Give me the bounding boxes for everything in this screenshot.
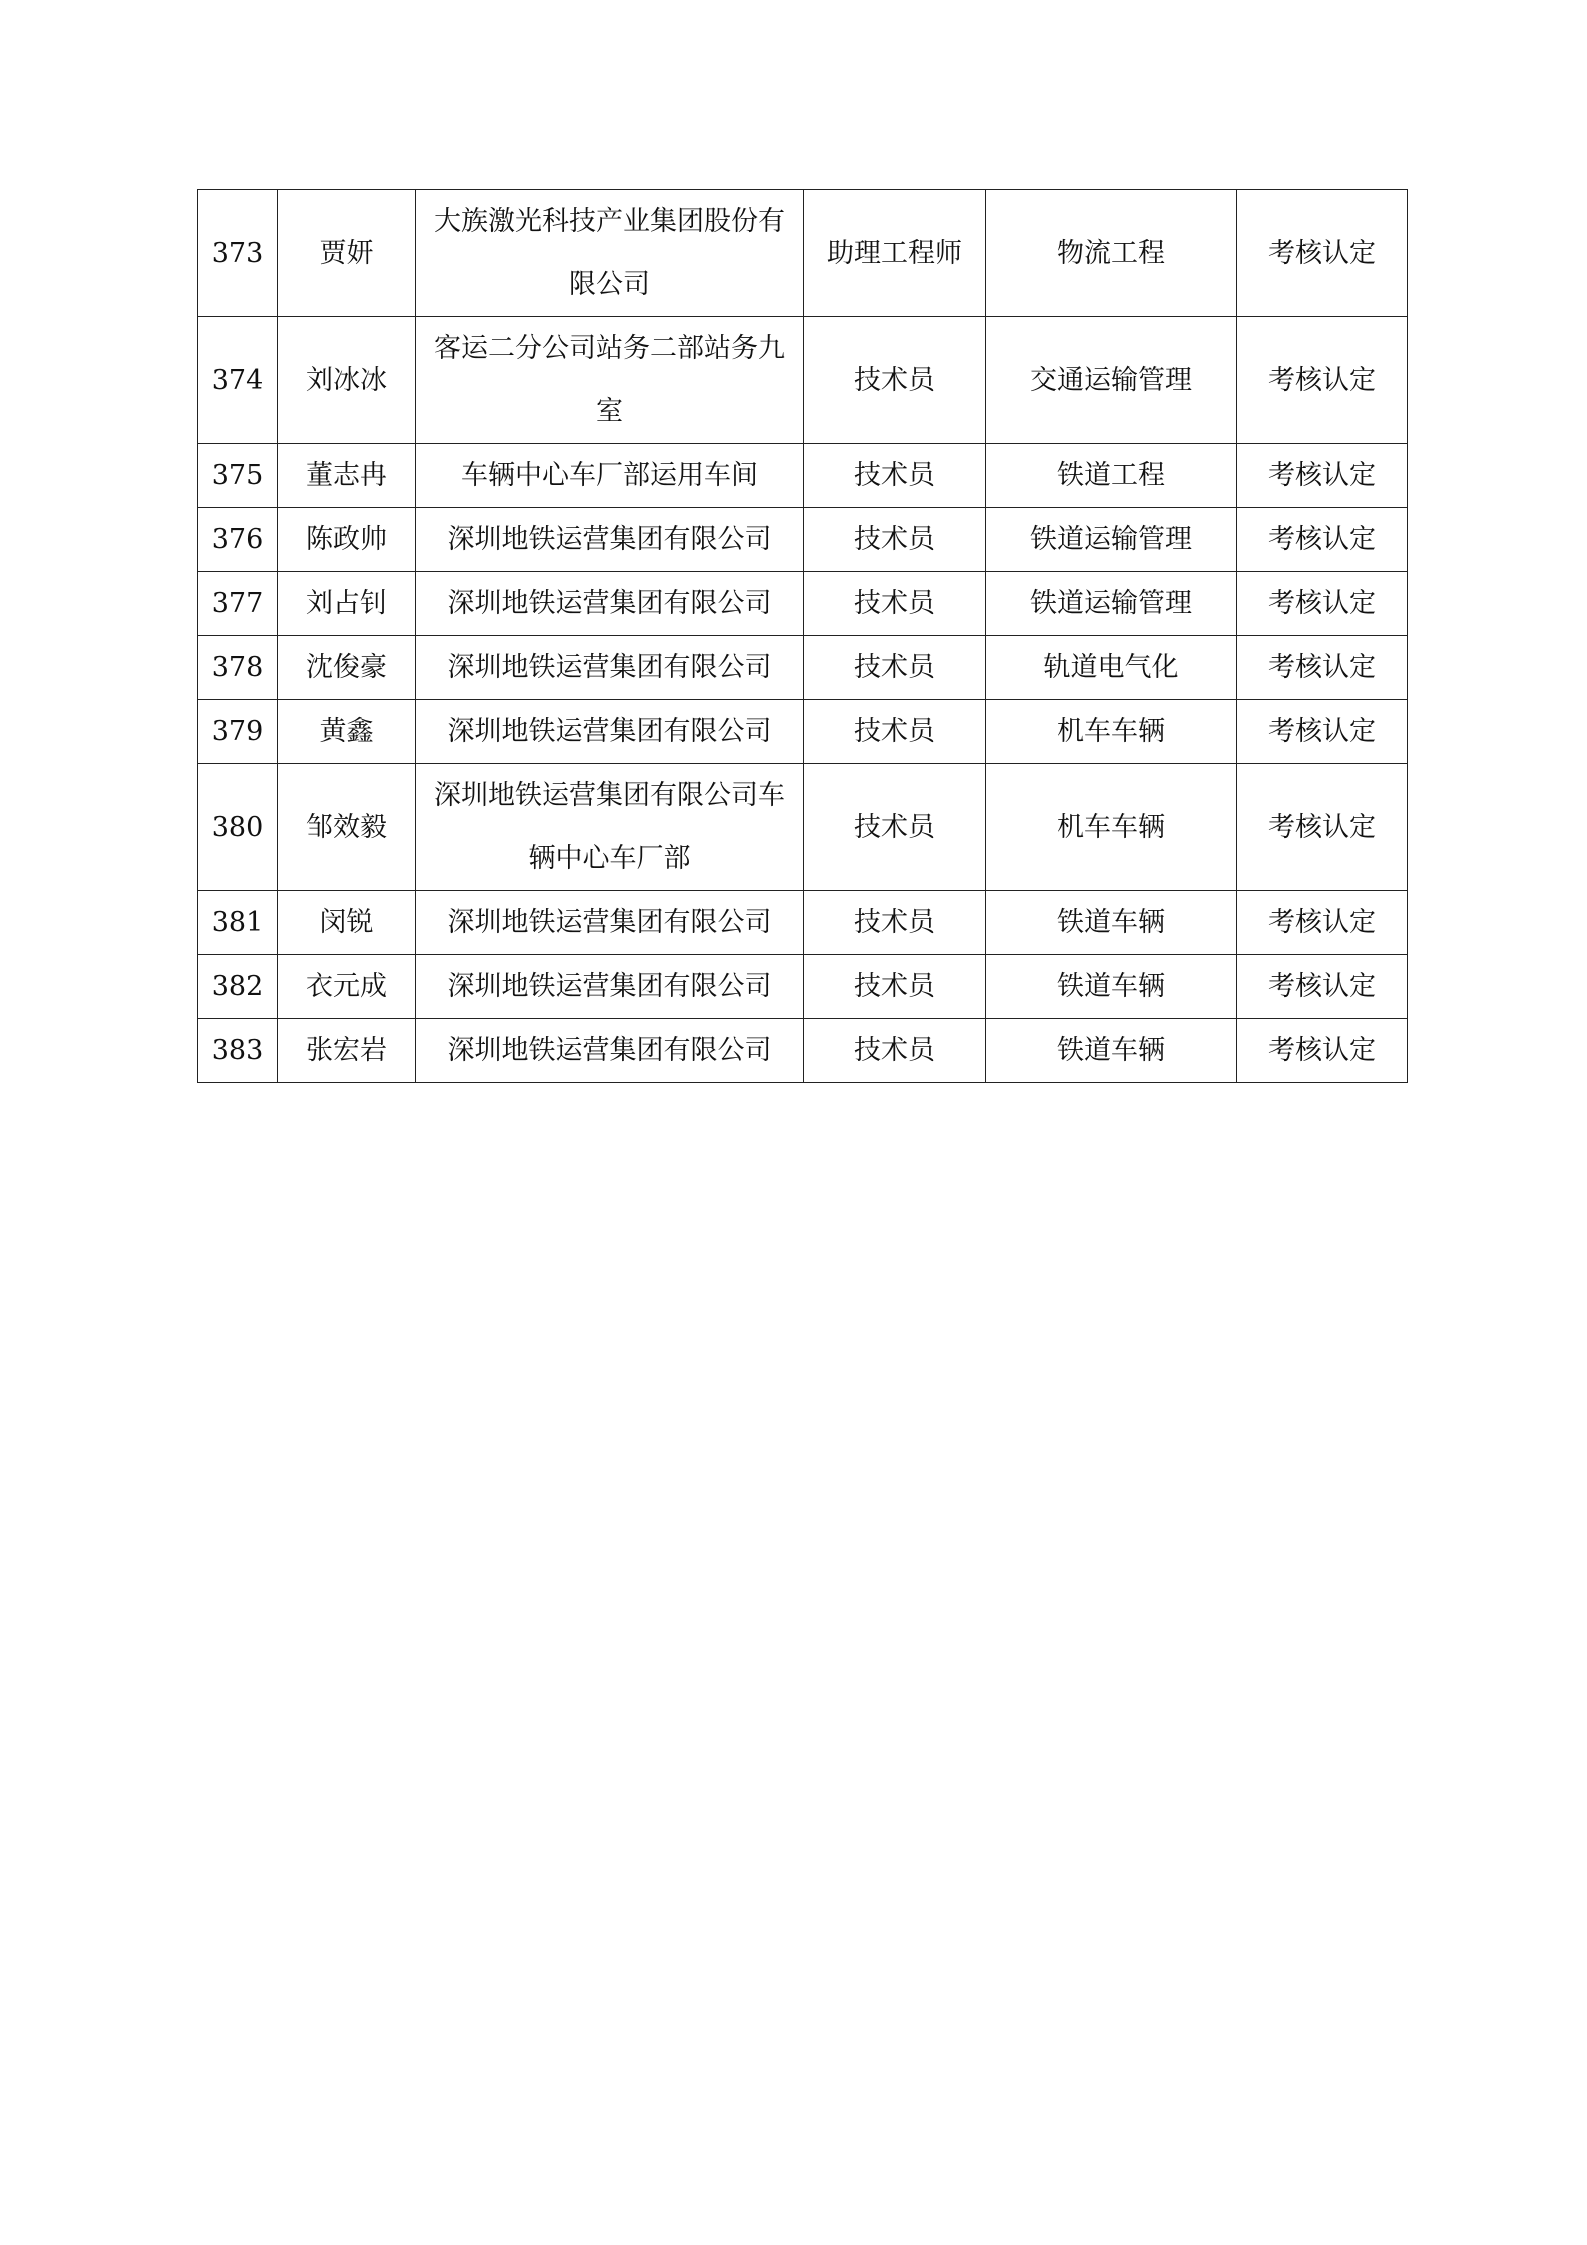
person-name-cell: 刘占钊 xyxy=(278,572,416,636)
method-cell: 考核认定 xyxy=(1237,700,1408,764)
method-cell: 考核认定 xyxy=(1237,891,1408,955)
table-row xyxy=(198,891,1408,955)
major-cell: 物流工程 xyxy=(986,190,1237,317)
method-cell: 考核认定 xyxy=(1237,508,1408,572)
table-row xyxy=(198,636,1408,700)
organization-cell: 深圳地铁运营集团有限公司 xyxy=(416,572,804,636)
method-cell: 考核认定 xyxy=(1237,444,1408,508)
qualification-cell: 技术员 xyxy=(804,700,986,764)
method-cell: 考核认定 xyxy=(1237,636,1408,700)
table-row xyxy=(198,190,1408,317)
major-cell: 铁道车辆 xyxy=(986,891,1237,955)
table-row xyxy=(198,317,1408,444)
person-name-cell: 衣元成 xyxy=(278,955,416,1019)
row-index-cell: 378 xyxy=(198,636,278,700)
person-name-cell: 张宏岩 xyxy=(278,1019,416,1083)
table-row xyxy=(198,508,1408,572)
major-cell: 铁道工程 xyxy=(986,444,1237,508)
qualification-cell: 技术员 xyxy=(804,444,986,508)
major-cell: 铁道车辆 xyxy=(986,1019,1237,1083)
row-index-cell: 382 xyxy=(198,955,278,1019)
method-cell: 考核认定 xyxy=(1237,764,1408,891)
personnel-table-body xyxy=(198,190,1408,1083)
method-cell: 考核认定 xyxy=(1237,190,1408,317)
table-row xyxy=(198,955,1408,1019)
person-name-cell: 黄鑫 xyxy=(278,700,416,764)
major-cell: 轨道电气化 xyxy=(986,636,1237,700)
person-name-cell: 陈政帅 xyxy=(278,508,416,572)
method-cell: 考核认定 xyxy=(1237,955,1408,1019)
row-index-cell: 375 xyxy=(198,444,278,508)
row-index-cell: 376 xyxy=(198,508,278,572)
person-name-cell: 沈俊豪 xyxy=(278,636,416,700)
organization-cell: 深圳地铁运营集团有限公司 xyxy=(416,891,804,955)
row-index-cell: 377 xyxy=(198,572,278,636)
row-index-cell: 383 xyxy=(198,1019,278,1083)
qualification-cell: 助理工程师 xyxy=(804,190,986,317)
method-cell: 考核认定 xyxy=(1237,1019,1408,1083)
table-row xyxy=(198,444,1408,508)
person-name-cell: 闵锐 xyxy=(278,891,416,955)
organization-cell: 大族激光科技产业集团股份有限公司 xyxy=(416,190,804,317)
row-index-cell: 374 xyxy=(198,317,278,444)
person-name-cell: 董志冉 xyxy=(278,444,416,508)
method-cell: 考核认定 xyxy=(1237,317,1408,444)
qualification-cell: 技术员 xyxy=(804,955,986,1019)
person-name-cell: 邹效毅 xyxy=(278,764,416,891)
organization-cell: 车辆中心车厂部运用车间 xyxy=(416,444,804,508)
organization-cell: 深圳地铁运营集团有限公司 xyxy=(416,700,804,764)
table-row xyxy=(198,1019,1408,1083)
row-index-cell: 379 xyxy=(198,700,278,764)
organization-cell: 深圳地铁运营集团有限公司车辆中心车厂部 xyxy=(416,764,804,891)
qualification-cell: 技术员 xyxy=(804,572,986,636)
person-name-cell: 贾妍 xyxy=(278,190,416,317)
major-cell: 机车车辆 xyxy=(986,764,1237,891)
person-name-cell: 刘冰冰 xyxy=(278,317,416,444)
row-index-cell: 380 xyxy=(198,764,278,891)
table-row xyxy=(198,764,1408,891)
organization-cell: 深圳地铁运营集团有限公司 xyxy=(416,636,804,700)
major-cell: 机车车辆 xyxy=(986,700,1237,764)
qualification-cell: 技术员 xyxy=(804,764,986,891)
organization-cell: 深圳地铁运营集团有限公司 xyxy=(416,955,804,1019)
qualification-cell: 技术员 xyxy=(804,508,986,572)
organization-cell: 深圳地铁运营集团有限公司 xyxy=(416,508,804,572)
major-cell: 铁道运输管理 xyxy=(986,508,1237,572)
qualification-cell: 技术员 xyxy=(804,1019,986,1083)
table-row xyxy=(198,700,1408,764)
qualification-cell: 技术员 xyxy=(804,891,986,955)
personnel-table xyxy=(197,189,1408,1083)
row-index-cell: 373 xyxy=(198,190,278,317)
major-cell: 交通运输管理 xyxy=(986,317,1237,444)
method-cell: 考核认定 xyxy=(1237,572,1408,636)
major-cell: 铁道运输管理 xyxy=(986,572,1237,636)
table-row xyxy=(198,572,1408,636)
row-index-cell: 381 xyxy=(198,891,278,955)
organization-cell: 深圳地铁运营集团有限公司 xyxy=(416,1019,804,1083)
qualification-cell: 技术员 xyxy=(804,636,986,700)
qualification-cell: 技术员 xyxy=(804,317,986,444)
organization-cell: 客运二分公司站务二部站务九室 xyxy=(416,317,804,444)
major-cell: 铁道车辆 xyxy=(986,955,1237,1019)
